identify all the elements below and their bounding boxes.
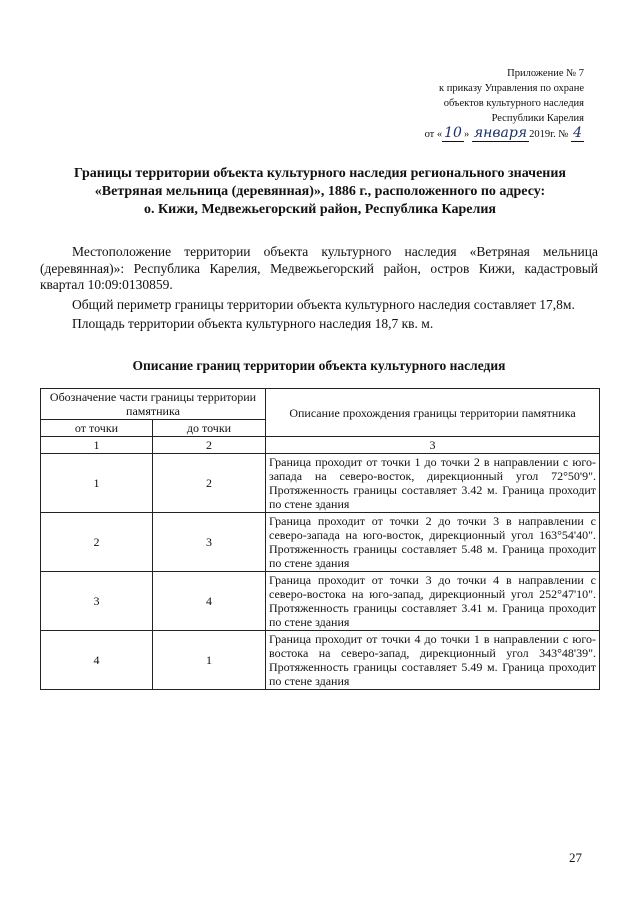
appendix-line-2: к приказу Управления по охране — [439, 83, 584, 94]
document-title — [40, 165, 600, 219]
boundary-table — [40, 388, 600, 690]
appendix-line-3: объектов культурного наследия — [443, 98, 584, 109]
area-paragraph: Площадь территории объекта культурного наследия 18,7 кв. м. — [72, 316, 434, 331]
column-number: 2 — [153, 437, 266, 454]
appendix-line-4: Республики Карелия — [491, 113, 584, 124]
to-point-cell: 1 — [153, 631, 266, 690]
column-number: 3 — [266, 437, 600, 454]
table-row — [41, 513, 600, 572]
appendix-date-line — [425, 126, 584, 142]
table-row — [41, 631, 600, 690]
table-subtitle: Описание границ территории объекта культурного наследия — [132, 358, 506, 373]
from-point-cell: 4 — [41, 631, 153, 690]
from-point-cell: 3 — [41, 572, 153, 631]
description-cell: Граница проходит от точки 1 до точки 2 в направлении с юго-запада на северо-восток, дирекционный угол 72°50'9". Протяженность границы составляет 3.42 м. Граница проходит по стене здания — [266, 454, 600, 513]
title-line-2: «Ветряная мельница (деревянная)», 1886 г., расположенного по адресу: — [94, 184, 546, 199]
table-row — [41, 572, 600, 631]
page-number: 27 — [569, 850, 582, 865]
to-point-cell: 3 — [153, 513, 266, 572]
description-cell: Граница проходит от точки 2 до точки 3 в направлении с северо-запада на юго-восток, дирекционный угол 163°54'40". Протяженность границы составляет 5.48 м. Граница проходит по стене здания — [266, 513, 600, 572]
from-point-cell: 2 — [41, 513, 153, 572]
description-cell: Граница проходит от точки 4 до точки 1 в направлении с юго-востока на северо-запад, дирекционный угол 343°48'39". Протяженность границы составляет 5.49 м. Граница проходит по стене здания — [266, 631, 600, 690]
document-body — [40, 244, 598, 336]
title-line-3: о. Кижи, Медвежьегорский район, Республика Карелия — [144, 202, 496, 217]
to-point-cell: 2 — [153, 454, 266, 513]
table-header-row — [41, 389, 600, 420]
header-boundary-part: Обозначение части границы территории памятника — [41, 389, 266, 420]
description-cell: Граница проходит от точки 3 до точки 4 в направлении с северо-востока на юго-запад, дирекционный угол 252°47'10". Протяженность границы составляет 3.41 м. Граница проходит по стене здания — [266, 572, 600, 631]
date-year: 2019г. № — [529, 129, 572, 140]
title-line-1: Границы территории объекта культурного наследия регионального значения — [73, 166, 566, 181]
handwritten-month: января — [473, 125, 528, 141]
column-number-row — [41, 437, 600, 454]
to-point-cell: 4 — [153, 572, 266, 631]
date-mid: » — [463, 129, 472, 140]
perimeter-paragraph: Общий периметр границы территории объекта культурного наследия составляет 17,8м. — [72, 296, 575, 312]
column-number: 1 — [41, 437, 153, 454]
handwritten-day: 10 — [444, 125, 462, 141]
date-prefix: от « — [424, 129, 443, 140]
from-point-cell: 1 — [41, 454, 153, 513]
table-row — [41, 454, 600, 513]
header-from-point: от точки — [41, 420, 153, 437]
location-paragraph: Местоположение территории объекта культурного наследия «Ветряная мельница (деревянная)»: Республика Карелия, Медвежьегорский район, остров Кижи, кадастровый квартал 10:09:0130859. — [40, 244, 598, 292]
appendix-header — [425, 66, 584, 142]
header-to-point: до точки — [153, 420, 266, 437]
header-boundary-description: Описание прохождения границы территории памятника — [266, 389, 600, 437]
handwritten-order-number: 4 — [573, 125, 582, 141]
appendix-line-1: Приложение № 7 — [507, 68, 584, 79]
